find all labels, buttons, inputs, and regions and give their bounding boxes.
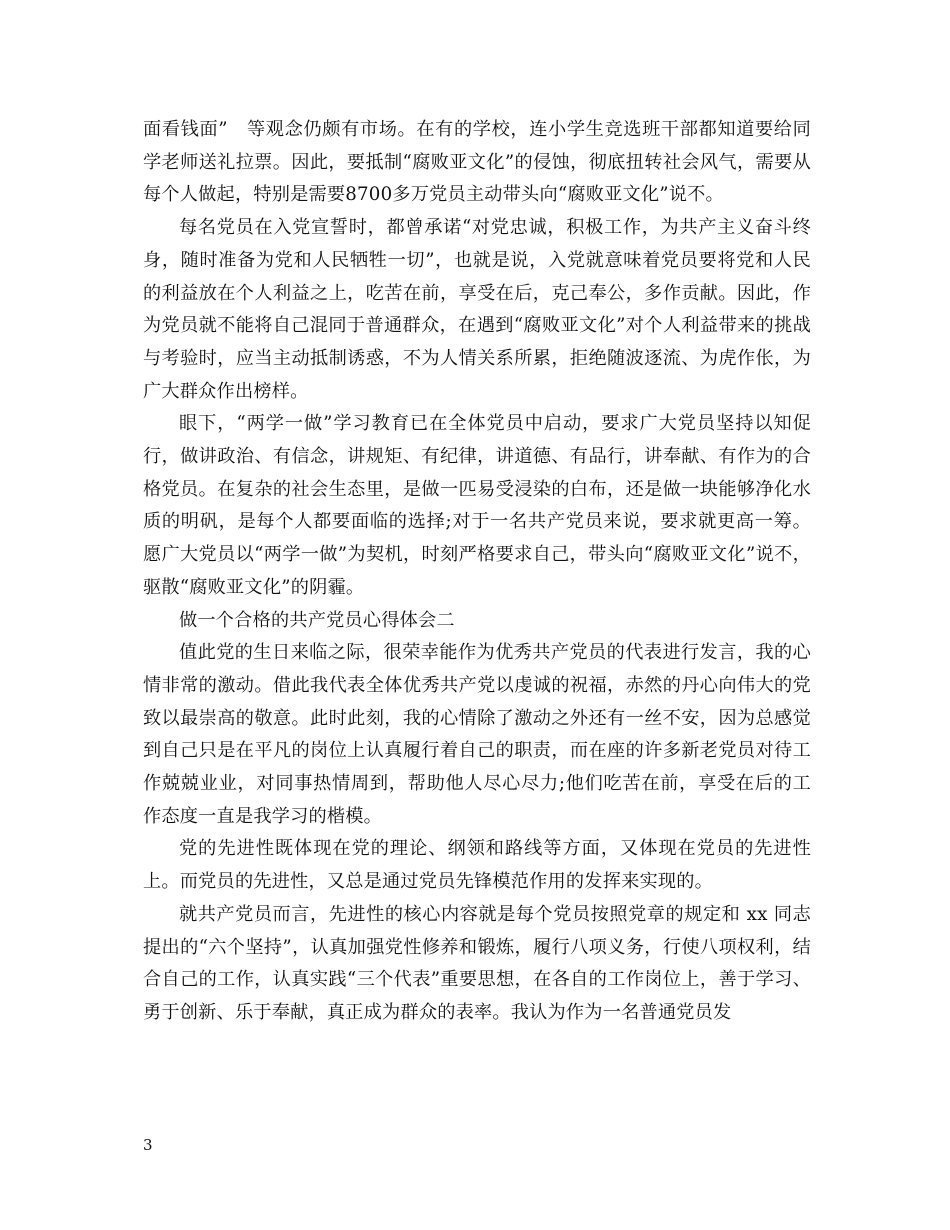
paragraph: 每名党员在入党宣誓时，都曾承诺“对党忠诚，积极工作，为共产主义奋斗终身，随时准备为党和人民牺牲一切”，也就是说，入党就意味着党员要将党和人民的利益放在个人利益之上，吃苦在前，享受在后，克己奉公，多作贡献。因此，作为党员就不能将自己混同于普通群众，在遇到“腐败亚文化”对个人利益带来的挑战与考验时，应当主动抵制诱惑，不为人情关系所累，拒绝随波逐流、为虎作伥，为广大群众作出榜样。	[143, 217, 811, 402]
document-body	[143, 114, 811, 1030]
page-number: 3	[143, 1136, 153, 1154]
paragraph: 党的先进性既体现在党的理论、纲领和路线等方面，又体现在党员的先进性上。而党员的先进性，又总是通过党员先锋模范作用的发挥来实现的。	[143, 838, 811, 893]
section-heading: 做一个合格的共产党员心得体会二	[179, 609, 455, 631]
paragraph: 眼下，“两学一做”学习教育已在全体党员中启动，要求广大党员坚持以知促行，做讲政治、有信念，讲规矩、有纪律，讲道德、有品行，讲奉献、有作为的合格党员。在复杂的社会生态里，是做一匹易受浸染的白布，还是做一块能够净化水质的明矾，是每个人都要面临的选择;对于一名共产党员来说，要求就更高一筹。愿广大党员以“两学一做”为契机，时刻严格要求自己，带头向“腐败亚文化”说不，驱散“腐败亚文化”的阴霾。	[143, 413, 811, 598]
paragraph: 就共产党员而言，先进性的核心内容就是每个党员按照党章的规定和 xx 同志提出的“六个坚持”，认真加强党性修养和锻炼，履行八项义务，行使八项权利，结合自己的工作，认真实践“三个代表”重要思想，在各自的工作岗位上，善于学习、勇于创新、乐于奉献，真正成为群众的表率。我认为作为一名普通党员发	[143, 903, 811, 1023]
paragraph: 值此党的生日来临之际，很荣幸能作为优秀共产党员的代表进行发言，我的心情非常的激动。借此我代表全体优秀共产党以虔诚的祝福，赤然的丹心向伟大的党致以最崇高的敬意。此时此刻，我的心情除了激动之外还有一丝不安，因为总感觉到自己只是在平凡的岗位上认真履行着自己的职责，而在座的许多新老党员对待工作兢兢业业，对同事热情周到，帮助他人尽心尽力;他们吃苦在前，享受在后的工作态度一直是我学习的楷模。	[143, 642, 811, 827]
paragraph: 面看钱面” 等观念仍颇有市场。在有的学校，连小学生竞选班干部都知道要给同学老师送礼拉票。因此，要抵制“腐败亚文化”的侵蚀，彻底扭转社会风气，需要从每个人做起，特别是需要8700多万党员主动带头向“腐败亚文化”说不。	[143, 119, 811, 206]
